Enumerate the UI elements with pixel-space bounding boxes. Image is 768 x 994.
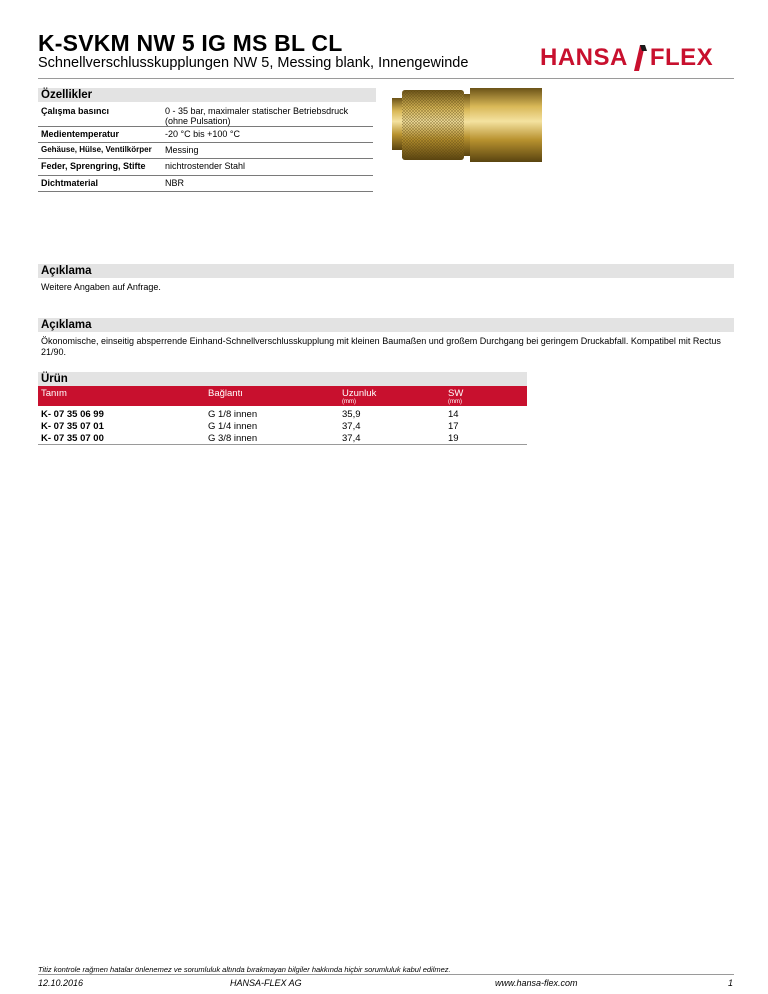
cell-connection: G 1/4 innen xyxy=(208,421,258,432)
property-value: 0 - 35 bar, maximaler statischer Betriebsdruck (ohne Pulsation) xyxy=(165,106,349,126)
column-header-connection: Bağlantı xyxy=(208,388,243,399)
property-key: Gehäuse, Hülse, Ventilkörper xyxy=(41,145,152,154)
cell-length: 37,4 xyxy=(342,421,361,432)
footer-url[interactable]: www.hansa-flex.com xyxy=(495,978,578,988)
product-table-header xyxy=(38,386,527,406)
property-key: Medientemperatur xyxy=(41,129,120,139)
property-value: nichtrostender Stahl xyxy=(165,161,246,171)
description-heading: Açıklama xyxy=(38,264,734,278)
description-heading-2: Açıklama xyxy=(38,318,734,332)
property-row xyxy=(38,176,373,192)
cell-connection: G 1/8 innen xyxy=(208,409,258,420)
column-header-designation: Tanım xyxy=(41,388,67,399)
cell-length: 35,9 xyxy=(342,409,361,420)
cell-designation: K- 07 35 06 99 xyxy=(41,409,104,420)
logo-right-text: FLEX xyxy=(649,44,714,71)
cell-sw: 19 xyxy=(448,433,459,444)
description-text-2: Ökonomische, einseitig absperrende Einhand-Schnellverschlusskupplung mit kleinen Baumaßen und großem Durchgang bei geringem Druckabfall. Kompatibel mit Rectus 21/90. xyxy=(41,336,721,357)
page-subtitle: Schnellverschlusskupplungen NW 5, Messing blank, Innengewinde xyxy=(38,55,469,71)
logo-left-text: HANSA xyxy=(540,44,628,71)
column-unit-sw: (mm) xyxy=(448,399,462,405)
table-bottom-divider xyxy=(38,444,527,445)
property-value: Messing xyxy=(165,145,199,155)
footer-page-number: 1 xyxy=(728,978,734,988)
column-header-length: Uzunluk xyxy=(342,388,377,399)
logo-slash-icon xyxy=(628,45,650,71)
cell-sw: 14 xyxy=(448,409,459,420)
properties-heading: Özellikler xyxy=(38,88,376,102)
cell-sw: 17 xyxy=(448,421,459,432)
cell-designation: K- 07 35 07 00 xyxy=(41,433,104,444)
page-title: K-SVKM NW 5 IG MS BL CL xyxy=(38,30,343,56)
property-row xyxy=(38,127,373,143)
footer-date: 12.10.2016 xyxy=(38,978,84,988)
footer-disclaimer: Titiz kontrole rağmen hatalar önlenemez ve sorumluluk altında bırakmayan bilgiler hakkında hiçbir sorumluluk kabul edilmez. xyxy=(38,965,451,974)
property-key: Feder, Sprengring, Stifte xyxy=(41,161,146,171)
column-unit-length: (mm) xyxy=(342,399,356,405)
property-key: Dichtmaterial xyxy=(41,178,99,188)
column-header-sw: SW xyxy=(448,388,464,399)
property-row xyxy=(38,143,373,159)
product-heading: Ürün xyxy=(38,372,527,386)
cell-connection: G 3/8 innen xyxy=(208,433,258,444)
property-row xyxy=(38,159,373,176)
product-image xyxy=(392,84,542,166)
table-row xyxy=(38,409,527,420)
property-key: Çalışma basıncı xyxy=(41,106,110,116)
footer-divider xyxy=(38,974,734,975)
table-row xyxy=(38,433,527,444)
property-row xyxy=(38,104,373,127)
cell-length: 37,4 xyxy=(342,433,361,444)
cell-designation: K- 07 35 07 01 xyxy=(41,421,104,432)
property-value: NBR xyxy=(165,178,185,188)
table-row xyxy=(38,421,527,432)
hansa-flex-logo xyxy=(540,44,732,78)
header-divider xyxy=(38,78,734,79)
description-text: Weitere Angaben auf Anfrage. xyxy=(41,282,161,292)
footer-company: HANSA-FLEX AG xyxy=(230,978,302,988)
property-value: -20 °C bis +100 °C xyxy=(165,129,240,139)
